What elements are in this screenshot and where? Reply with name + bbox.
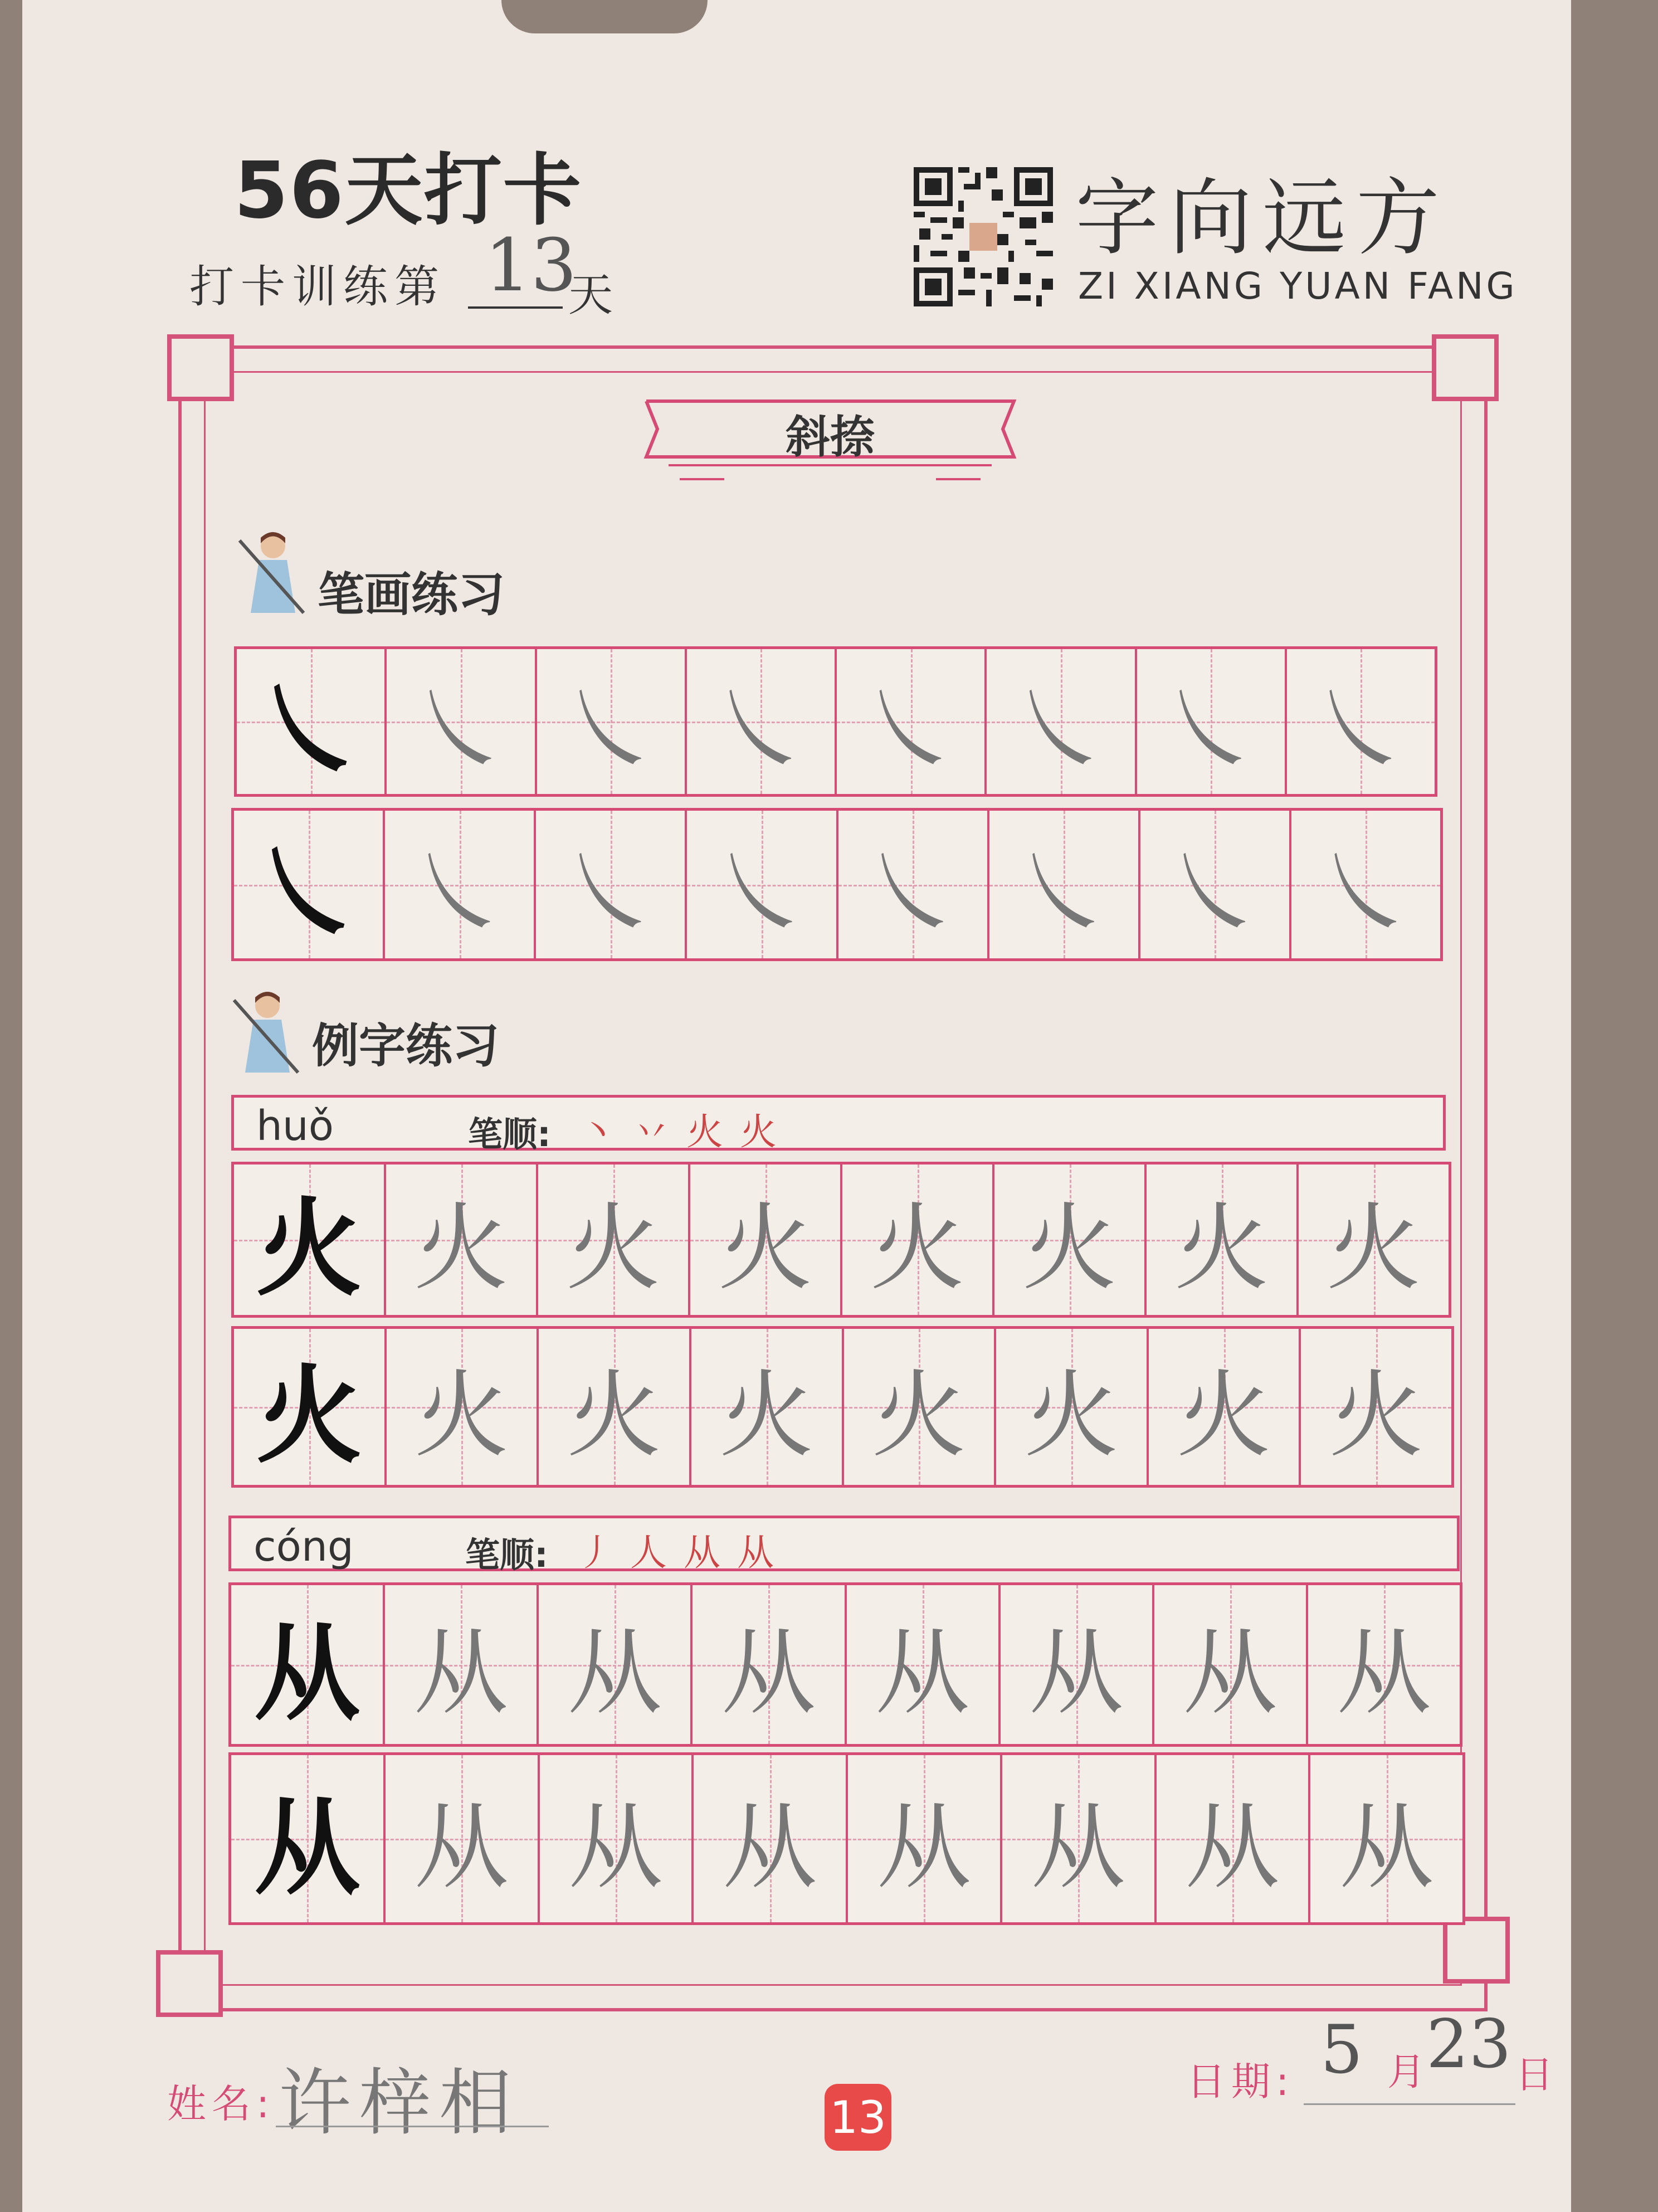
date-underline [1304, 2103, 1515, 2105]
practice-cell[interactable]: ㇏ [234, 811, 383, 958]
practice-cell[interactable]: 火 [536, 1165, 688, 1315]
practice-cell[interactable]: 火 [689, 1329, 842, 1485]
day-suffix: 日 [1515, 2053, 1554, 2097]
practice-cell[interactable]: 从 [690, 1585, 844, 1744]
month-suffix: 月 [1387, 2050, 1426, 2094]
practice-cell[interactable]: ㇏ [534, 811, 685, 958]
practice-cell[interactable]: 从 [1000, 1755, 1154, 1922]
character-grid-row [231, 1326, 1454, 1488]
practice-cell[interactable]: 火 [992, 1165, 1144, 1315]
practice-cell[interactable]: ㇏ [685, 649, 835, 794]
practice-cell[interactable]: 火 [234, 1165, 384, 1315]
practice-cell[interactable]: 从 [231, 1585, 383, 1744]
brand-english-name: ZI XIANG YUAN FANG [1078, 265, 1518, 308]
practice-cell[interactable]: ㇏ [836, 811, 987, 958]
practice-cell[interactable]: 从 [998, 1585, 1152, 1744]
practice-cell[interactable]: 从 [1152, 1585, 1306, 1744]
frame-corner-ornament [156, 1950, 223, 2017]
frame-corner-ornament [1432, 334, 1499, 401]
practice-cell[interactable]: ㇏ [1289, 811, 1440, 958]
character-grid-row [228, 1582, 1462, 1747]
pinyin-label: huǒ [256, 1102, 334, 1150]
practice-cell[interactable]: 火 [994, 1329, 1147, 1485]
stroke-order-label: 笔顺: [465, 1534, 548, 1575]
qr-code-icon [914, 167, 1053, 306]
stroke-grid-row [234, 646, 1437, 797]
frame-corner-ornament [167, 334, 234, 401]
stroke-order-label: 笔顺: [468, 1114, 551, 1154]
lesson-banner [635, 396, 1025, 485]
practice-cell[interactable]: ㇏ [237, 649, 384, 794]
date-label: 日期: [1187, 2059, 1295, 2104]
name-label: 姓名: [167, 2081, 275, 2127]
practice-cell[interactable]: 从 [231, 1755, 383, 1922]
practice-cell[interactable]: 从 [1154, 1755, 1309, 1922]
character-grid-row [228, 1752, 1465, 1925]
day-suffix: 天 [568, 269, 613, 321]
practice-cell[interactable]: ㇏ [987, 811, 1138, 958]
practice-cell[interactable]: 从 [1306, 1585, 1460, 1744]
date-day-field[interactable]: 23 [1426, 2006, 1511, 2083]
calligrapher-figure-icon [228, 989, 301, 1078]
practice-cell[interactable]: ㇏ [383, 811, 534, 958]
frame-corner-ornament [1443, 1917, 1510, 1984]
worksheet-page [22, 0, 1571, 2212]
practice-cell[interactable]: 火 [688, 1165, 840, 1315]
character-grid-row [231, 1162, 1451, 1318]
day-underline [468, 306, 563, 309]
practice-cell[interactable]: 从 [691, 1755, 846, 1922]
calligrapher-figure-icon [234, 529, 306, 618]
binder-tab-cutout [501, 0, 708, 33]
stroke-practice-heading: 笔画练习 [318, 567, 505, 622]
stroke-grid-row [231, 808, 1443, 961]
practice-cell[interactable]: ㇏ [535, 649, 685, 794]
practice-cell[interactable]: 火 [1144, 1165, 1296, 1315]
practice-cell[interactable]: ㇏ [835, 649, 984, 794]
practice-cell[interactable]: 火 [234, 1329, 384, 1485]
practice-cell[interactable]: 从 [845, 1585, 998, 1744]
lesson-title: 斜捺 [786, 411, 875, 463]
character-info-bar [231, 1095, 1446, 1154]
name-underline [276, 2126, 549, 2127]
practice-cell[interactable]: ㇏ [1138, 811, 1289, 958]
practice-cell[interactable]: 从 [846, 1755, 1000, 1922]
practice-cell[interactable]: ㇏ [384, 649, 534, 794]
practice-cell[interactable]: 从 [383, 1585, 537, 1744]
practice-cell[interactable]: 从 [383, 1755, 538, 1922]
day-prefix: 打卡训练第 [189, 261, 446, 313]
practice-cell[interactable]: ㇏ [1285, 649, 1435, 794]
brand-logo-text: 字向远方 [1075, 170, 1450, 267]
pinyin-label: cóng [253, 1523, 354, 1571]
character-practice-heading: 例字练习 [312, 1019, 500, 1073]
page-title: 56天打卡 [234, 145, 582, 236]
page-number-badge: 13 [825, 2084, 891, 2151]
day-number-handwritten: 13 [485, 223, 577, 308]
name-field[interactable]: 许梓相 [279, 2060, 520, 2145]
practice-cell[interactable]: 火 [537, 1329, 689, 1485]
practice-cell[interactable]: 从 [538, 1755, 692, 1922]
practice-cell[interactable]: ㇏ [1135, 649, 1285, 794]
practice-cell[interactable]: 火 [1296, 1165, 1449, 1315]
practice-cell[interactable]: 火 [384, 1329, 537, 1485]
stroke-order-steps: 丶丷火火 [579, 1110, 793, 1153]
stroke-order-steps: 丿人从从 [577, 1531, 791, 1574]
practice-cell[interactable]: 火 [1147, 1329, 1299, 1485]
date-month-field[interactable]: 5 [1320, 2011, 1363, 2089]
character-info-bar [228, 1516, 1460, 1575]
practice-cell[interactable]: ㇏ [685, 811, 836, 958]
practice-cell[interactable]: 从 [537, 1585, 690, 1744]
practice-cell[interactable]: 火 [1299, 1329, 1451, 1485]
practice-cell[interactable]: 火 [840, 1165, 992, 1315]
practice-cell[interactable]: 从 [1308, 1755, 1462, 1922]
practice-cell[interactable]: 火 [842, 1329, 994, 1485]
practice-cell[interactable]: ㇏ [984, 649, 1134, 794]
practice-cell[interactable]: 火 [384, 1165, 536, 1315]
